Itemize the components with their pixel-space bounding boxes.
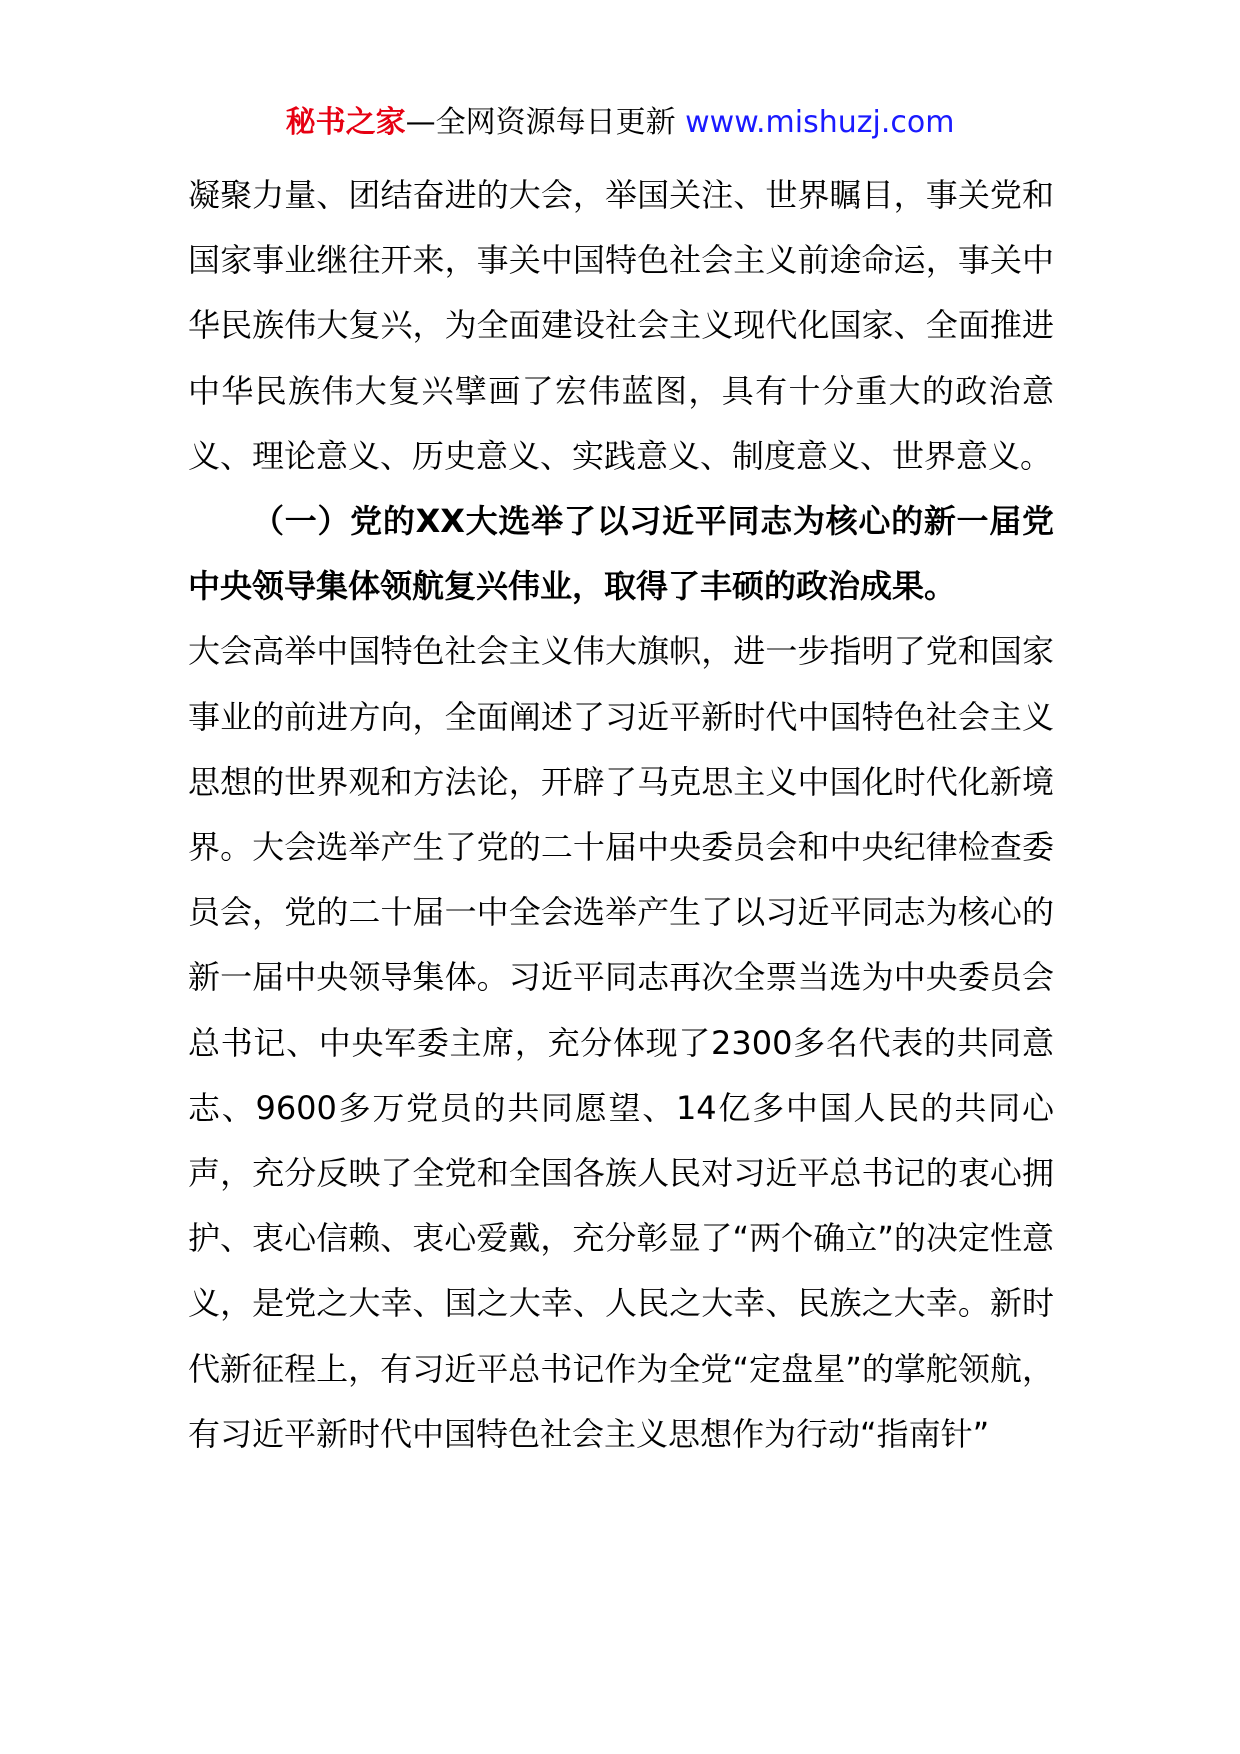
page-header <box>0 103 1240 143</box>
section-heading: （一）党的XX大选举了以习近平同志为核心的新一届党中央领导集体领航复兴伟业，取得了丰硕的政治成果。 <box>188 502 1054 606</box>
paragraph-body: 大会高举中国特色社会主义伟大旗帜，进一步指明了党和国家事业的前进方向，全面阐述了习近平新时代中国特色社会主义思想的世界观和方法论，开辟了马克思主义中国化时代化新境界。大会选举产生了党的二十届中央委员会和中央纪律检查委员会，党的二十届一中全会选举产生了以习近平同志为核心的新一届中央领导集体。习近平同志再次全票当选为中央委员会总书记、中央军委主席，充分体现了2300多名代表的共同意志、9600多万党员的共同愿望、14亿多中国人民的共同心声，充分反映了全党和全国各族人民对习近平总书记的衷心拥护、衷心信赖、衷心爱戴，充分彰显了“两个确立”的决定性意义，是党之大幸、国之大幸、人民之大幸、民族之大幸。新时代新征程上，有习近平总书记作为全党“定盘星”的掌舵领航，有习近平新时代中国特色社会主义思想作为行动“指南针” <box>188 632 1054 1453</box>
document-body <box>188 163 1054 1467</box>
header-url: www.mishuzj.com <box>685 105 955 140</box>
paragraph-continued: 凝聚力量、团结奋进的大会，举国关注、世界瞩目，事关党和国家事业继往开来，事关中国特色社会主义前途命运，事关中华民族伟大复兴，为全面建设社会主义现代化国家、全面推进中华民族伟大复兴擘画了宏伟蓝图，具有十分重大的政治意义、理论意义、历史意义、实践意义、制度意义、世界意义。 <box>188 176 1054 475</box>
header-slogan: —全网资源每日更新 <box>405 105 676 140</box>
header-brand: 秘书之家 <box>285 105 406 140</box>
